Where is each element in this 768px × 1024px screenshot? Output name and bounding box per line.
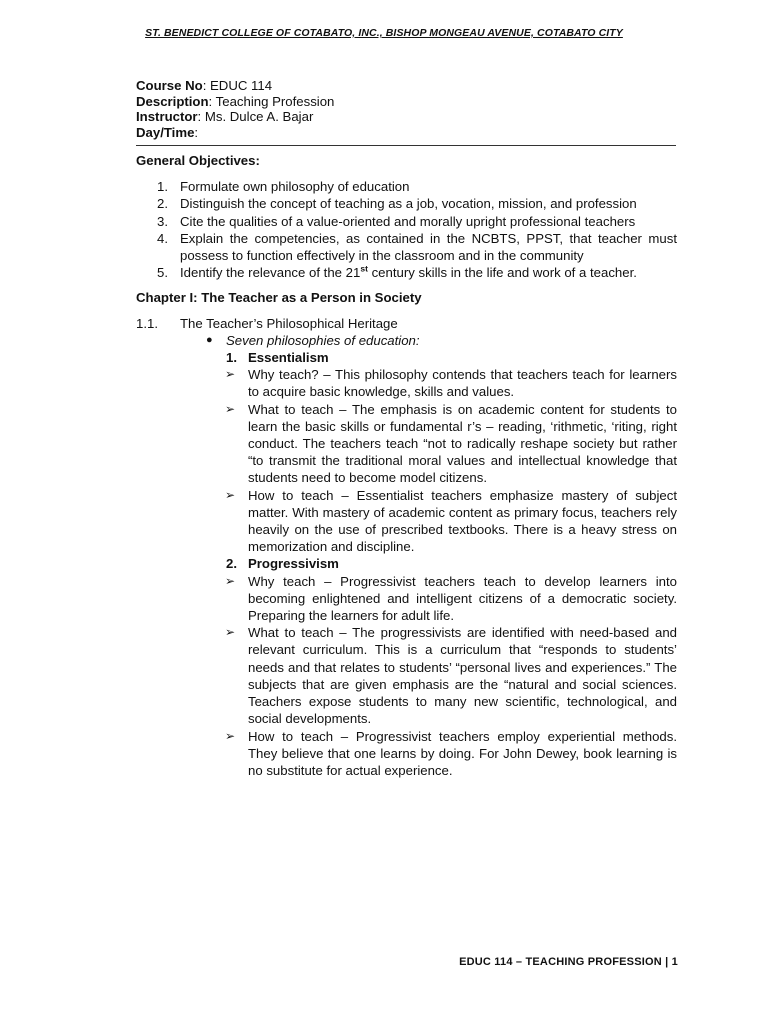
objective-text: Formulate own philosophy of education [180,179,410,195]
objective-number: 4. [157,230,168,246]
objective-item [136,230,677,264]
objective-text: Cite the qualities of a value-oriented and morally upright professional teachers [180,213,636,229]
section-number: 1.1. [136,315,158,331]
objective-number: 2. [157,196,168,212]
philosophy-number: 1. [226,350,237,366]
objectives-list [136,178,677,281]
instructor-value: : Ms. Dulce A. Bajar [197,109,314,125]
point-text: Why teach – Progressivist teachers teach to develop learners into becoming enlightened and intelligent citizens of a democratic society. Preparing the learners for adult life. [248,573,677,624]
bullet-text: Seven philosophies of education: [226,332,420,348]
objective-text: Explain the competencies, as contained in the NCBTS, PPST, that teacher must possess to function effectively in the classroom and in the community [180,230,677,264]
superscript: st [360,263,368,274]
description-row [136,94,676,110]
objective-item [136,213,677,230]
bullet-item [136,332,677,349]
philosophy-number: 2. [226,556,237,572]
horizontal-rule [136,145,676,146]
philosophy-point [136,487,677,556]
document-body [136,152,677,779]
objective-number: 3. [157,213,168,229]
philosophy-title [136,349,677,366]
instructor-row [136,109,676,125]
arrow-bullet-icon: ➢ [225,487,236,502]
course-no-label: Course No [136,78,203,93]
point-text: How to teach – Progressivist teachers employ experiential methods. They believe that one learns by doing. For John Dewey, book learning is no substitute for actual experience. [248,728,677,778]
point-text: What to teach – The progressivists are identified with need-based and relevant curriculum. This is a curriculum that “responds to students’ needs and that relates to students’ “personal lives and experiences.” The subjects that are given emphasis are the “natural and social sciences. Teachers expose students to many new scientific, technological, and social developments. [248,625,677,727]
point-text: How to teach – Essentialist teachers emphasize mastery of subject matter. With mastery of academic content as primary focus, teachers rely heavily on the use of prescribed textbooks. There is a heavy stress on memorization and discipline. [248,487,677,555]
philosophy-title [136,555,677,572]
chapter-heading: Chapter I: The Teacher as a Person in Society [136,290,422,306]
description-label: Description [136,93,209,109]
objective-text: Distinguish the concept of teaching as a job, vocation, mission, and profession [180,196,637,212]
point-text: What to teach – The emphasis is on academic content for students to learn the basic skills or fundamental r’s – reading, ‘rithmetic, ‘riting, right conduct. The teachers teach “not to radically reshape society but rather “to transmit the traditional moral values and intellectual knowledge that students need to become model citizens. [248,401,677,486]
objective-text: Identify the relevance of the 21 [180,265,361,281]
daytime-label: Day/Time [136,124,195,140]
description-value: : Teaching Profession [208,93,335,109]
bullet-dot-icon: ● [206,333,213,346]
arrow-bullet-icon: ➢ [225,728,236,743]
daytime-value: : [194,124,199,140]
course-no-row [136,78,676,94]
objective-number: 1. [157,179,168,195]
page-header: ST. BENEDICT COLLEGE OF COTABATO, INC., BISHOP MONGEAU AVENUE, COTABATO CITY [145,27,623,39]
section-title-text: The Teacher’s Philosophical Heritage [180,315,398,331]
daytime-row [136,125,676,141]
arrow-bullet-icon: ➢ [225,573,236,588]
objective-item [136,195,677,212]
course-no-value: : EDUC 114 [202,78,273,93]
objective-number: 5. [157,265,168,281]
philosophy-point [136,728,677,780]
objectives-heading: General Objectives: [136,153,260,168]
instructor-label: Instructor [136,109,198,125]
course-info [136,78,676,140]
philosophy-point [136,573,677,625]
philosophy-title-text: Progressivism [248,556,339,572]
philosophy-point [136,366,677,400]
section-title [136,315,677,332]
arrow-bullet-icon: ➢ [225,367,236,382]
philosophy-point [136,624,677,727]
objective-item [136,178,677,195]
philosophy-point [136,401,677,487]
page-footer: EDUC 114 – TEACHING PROFESSION | 1 [459,956,678,968]
objective-item [136,264,677,281]
arrow-bullet-icon: ➢ [225,625,236,640]
point-text: Why teach? – This philosophy contends that teachers teach for learners to acquire basic knowledge, skills and values. [248,367,677,400]
philosophy-title-text: Essentialism [248,350,329,366]
objective-text-continued: century skills in the life and work of a teacher. [367,265,637,281]
arrow-bullet-icon: ➢ [225,401,236,416]
